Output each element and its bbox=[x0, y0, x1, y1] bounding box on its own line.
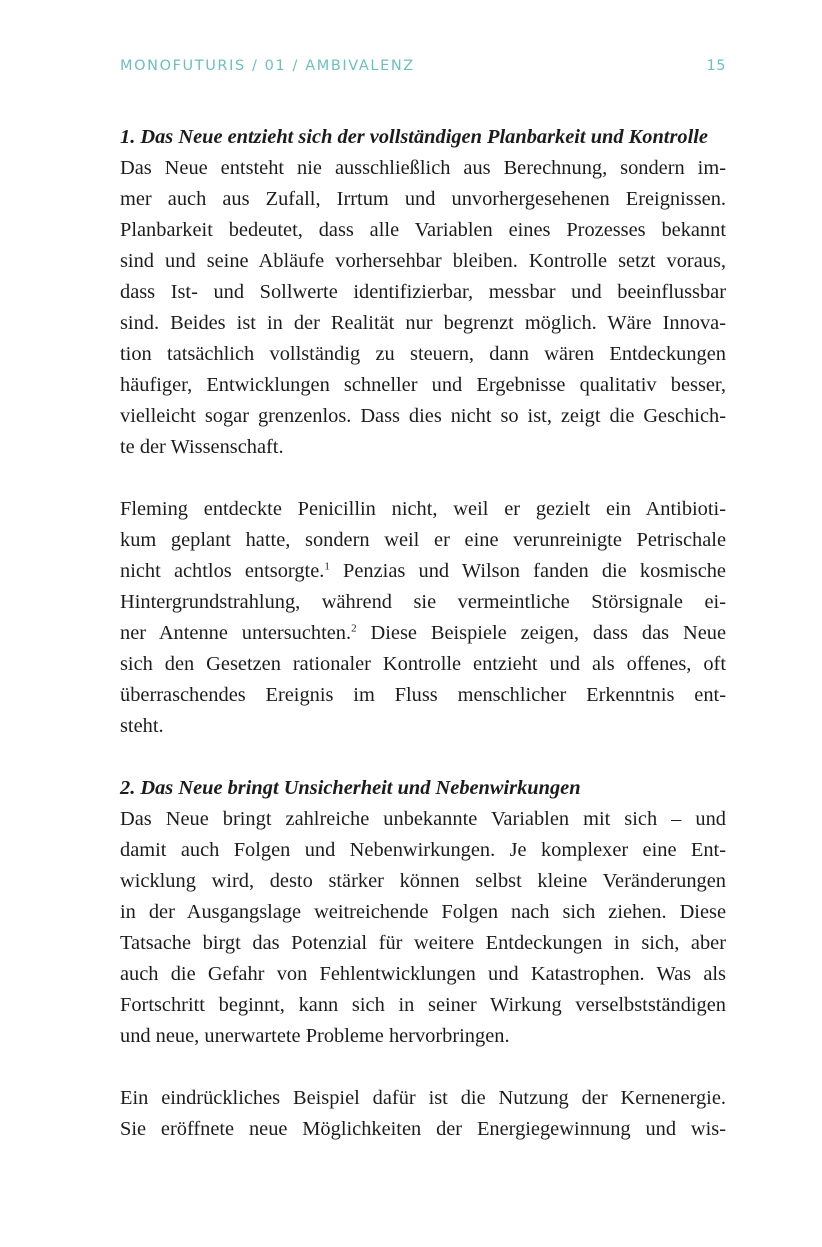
text-line: mer auch aus Zufall, Irrtum und unvorhergesehenen Ereignissen. bbox=[120, 188, 726, 210]
paragraph-gap bbox=[120, 742, 726, 773]
running-header bbox=[120, 58, 726, 74]
text-segment: Diese Beispiele zeigen, dass das Neue bbox=[356, 622, 726, 644]
text-segment: Penzias und Wilson fanden die kosmische bbox=[329, 560, 726, 582]
text-line: Hintergrundstrahlung, während sie vermeintliche Störsignale ei- bbox=[120, 591, 726, 613]
running-title: MONOFUTURIS / 01 / AMBIVALENZ bbox=[120, 58, 415, 74]
paragraph-gap bbox=[120, 463, 726, 494]
page-number: 15 bbox=[706, 58, 726, 74]
text-line: Fleming entdeckte Penicillin nicht, weil er gezielt ein Antibioti- bbox=[120, 498, 726, 520]
text-line: Tatsache birgt das Potenzial für weitere Entdeckungen in sich, aber bbox=[120, 932, 726, 954]
text-line: und neue, unerwartete Probleme hervorbringen. bbox=[120, 1025, 510, 1047]
text-line: te der Wissenschaft. bbox=[120, 436, 284, 458]
text-line: in der Ausgangslage weitreichende Folgen nach sich ziehen. Diese bbox=[120, 901, 726, 923]
text-line: sind und seine Abläufe vorhersehbar bleiben. Kontrolle setzt voraus, bbox=[120, 250, 726, 272]
text-line: sich den Gesetzen rationaler Kontrolle entzieht und als offenes, oft bbox=[120, 653, 726, 675]
text-line: Fortschritt beginnt, kann sich in seiner Wirkung verselbstständigen bbox=[120, 994, 726, 1016]
text-line: auch die Gefahr von Fehlentwicklungen und Katastrophen. Was als bbox=[120, 963, 726, 985]
paragraph-2 bbox=[120, 494, 726, 742]
text-line: kum geplant hatte, sondern weil er eine verunreinigte Petrischale bbox=[120, 529, 726, 551]
text-line bbox=[120, 556, 726, 587]
text-line: überraschendes Ereignis im Fluss menschlicher Erkenntnis ent- bbox=[120, 684, 726, 706]
text-segment: nicht achtlos entsorgte. bbox=[120, 560, 325, 582]
text-line: Das Neue bringt zahlreiche unbekannte Variablen mit sich – und bbox=[120, 808, 726, 830]
text-line: Sie eröffnete neue Möglichkeiten der Energiegewinnung und wis- bbox=[120, 1118, 726, 1140]
text-line: wicklung wird, desto stärker können selbst kleine Veränderungen bbox=[120, 870, 726, 892]
text-line bbox=[120, 618, 726, 649]
text-line: vielleicht sogar grenzenlos. Dass dies nicht so ist, zeigt die Geschich- bbox=[120, 405, 726, 427]
text-line: häufiger, Entwicklungen schneller und Ergebnisse qualitativ besser, bbox=[120, 374, 726, 396]
text-line: dass Ist- und Sollwerte identifizierbar, messbar und beeinflussbar bbox=[120, 281, 726, 303]
text-line: sind. Beides ist in der Realität nur begrenzt möglich. Wäre Innova- bbox=[120, 312, 726, 334]
text-line: tion tatsächlich vollständig zu steuern, dann wären Entdeckungen bbox=[120, 343, 726, 365]
text-line: steht. bbox=[120, 715, 164, 737]
footnote-ref-1[interactable]: 1 bbox=[324, 560, 330, 573]
body-text bbox=[120, 122, 726, 1145]
text-line: Das Neue entsteht nie ausschließlich aus Berechnung, sondern im- bbox=[120, 157, 726, 179]
section-heading-2: 2. Das Neue bringt Unsicherheit und Nebenwirkungen bbox=[120, 777, 581, 799]
paragraph-4 bbox=[120, 1083, 726, 1145]
paragraph-gap bbox=[120, 1052, 726, 1083]
text-line: damit auch Folgen und Nebenwirkungen. Je komplexer eine Ent- bbox=[120, 839, 726, 861]
text-line: Planbarkeit bedeutet, dass alle Variablen eines Prozesses bekannt bbox=[120, 219, 726, 241]
paragraph-1 bbox=[120, 153, 726, 463]
paragraph-3 bbox=[120, 804, 726, 1052]
section-heading-1: 1. Das Neue entzieht sich der vollständigen Planbarkeit und Kontrolle bbox=[120, 126, 708, 148]
footnote-ref-2[interactable]: 2 bbox=[351, 622, 357, 635]
text-segment: ner Antenne untersuchten. bbox=[120, 622, 352, 644]
text-line: Ein eindrückliches Beispiel dafür ist die Nutzung der Kernenergie. bbox=[120, 1087, 726, 1109]
